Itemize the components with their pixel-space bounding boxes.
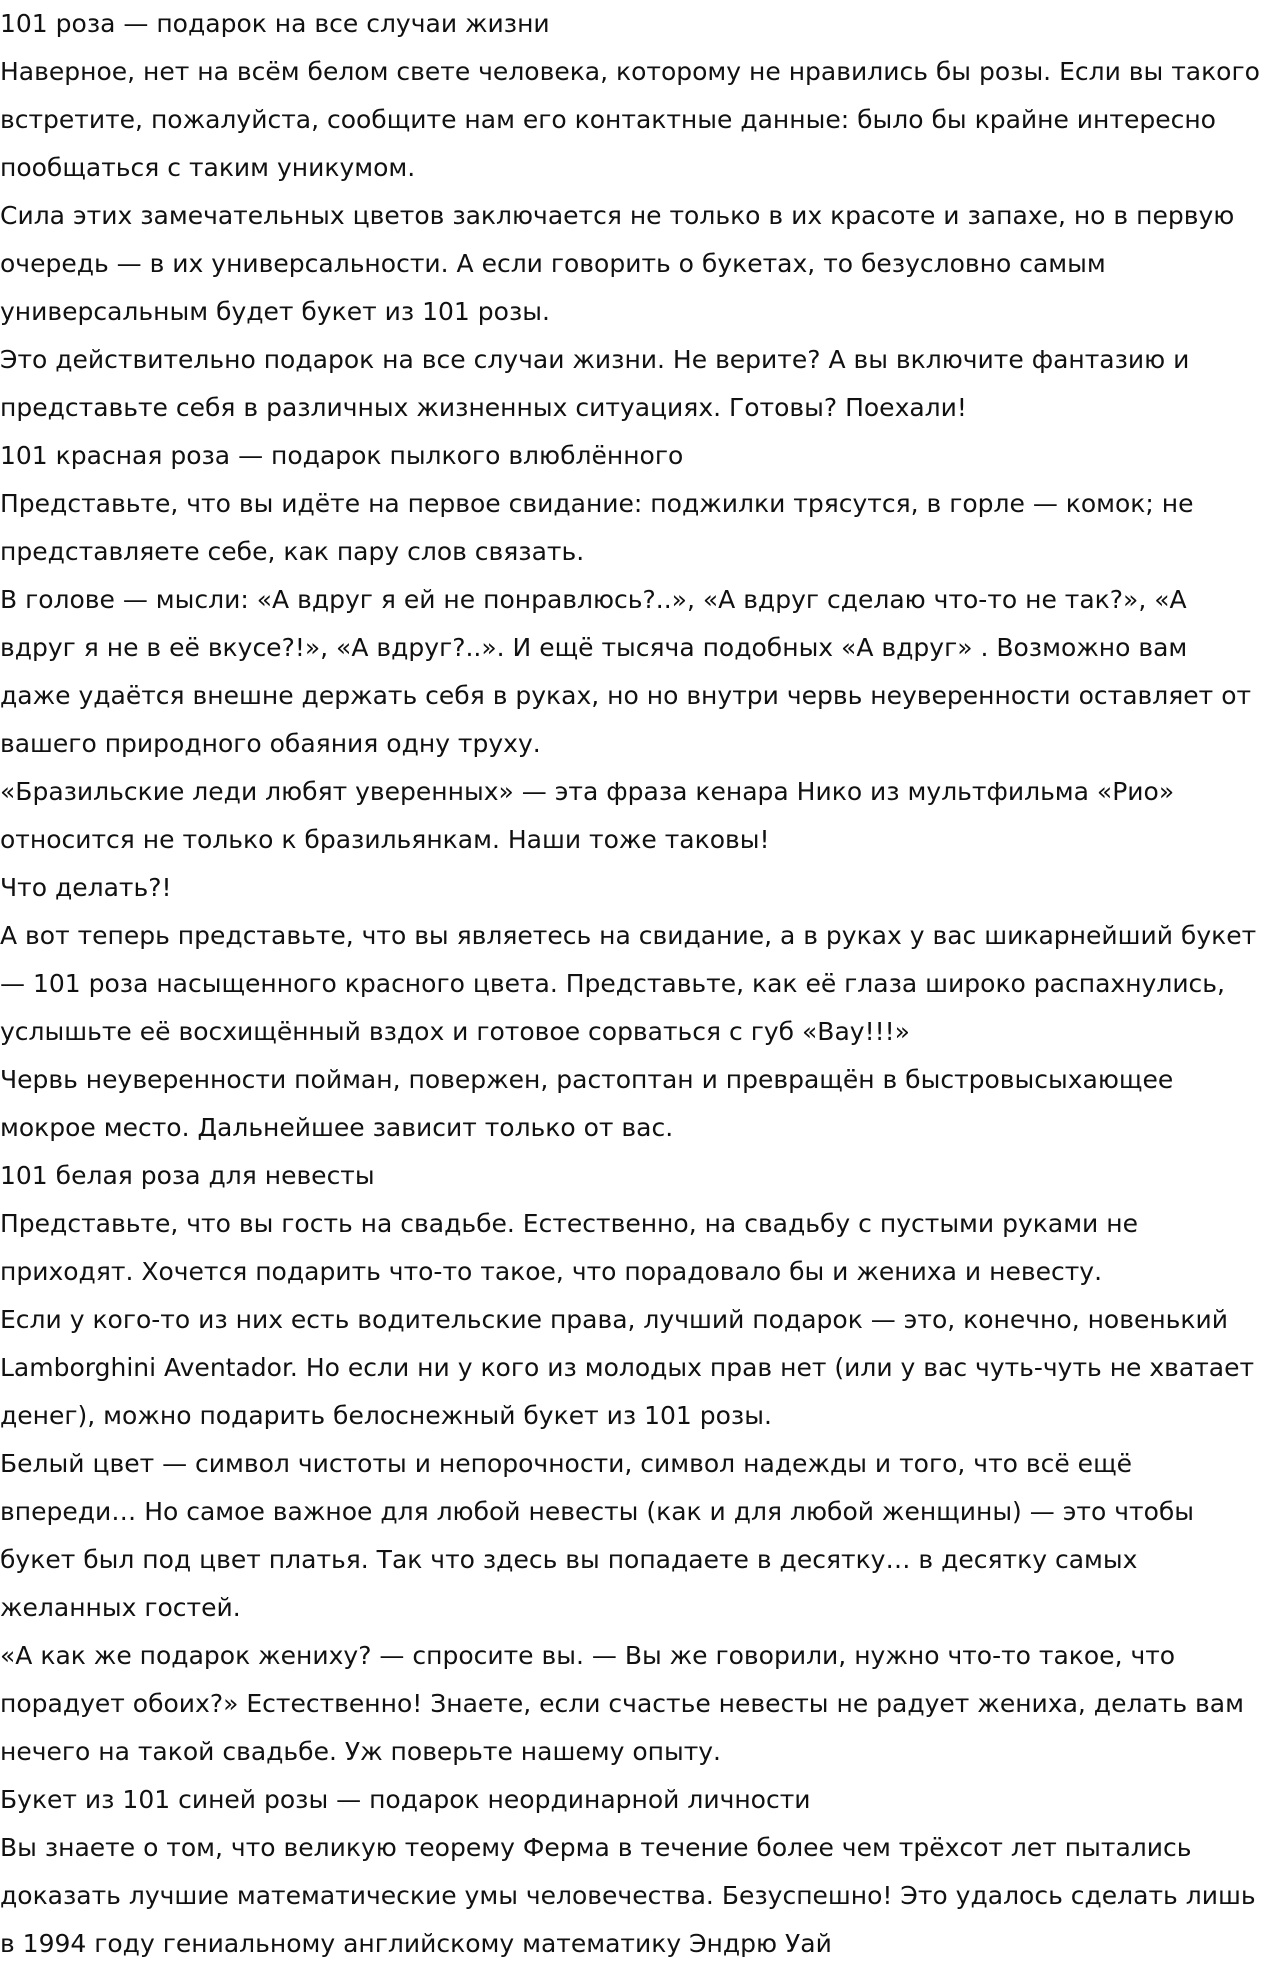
section-paragraph: Белый цвет — символ чистоты и непорочности, символ надежды и того, что всё ещё впереди… Но самое важное для любой невесты (как и для любой женщины) — это чтобы букет был под цвет платья. Так что здесь вы попадаете в десятку… в десятку самых желанных гостей. [0, 1449, 1195, 1622]
article-title: 101 роза — подарок на все случаи жизни [0, 9, 550, 38]
section-paragraph: Червь неуверенности пойман, повержен, растоптан и превращён в быстровысыхающее мокрое место. Дальнейшее зависит только от вас. [0, 1065, 1174, 1142]
intro-paragraph: Это действительно подарок на все случаи жизни. Не верите? А вы включите фантазию и представьте себя в различных жизненных ситуациях. Готовы? Поехали! [0, 345, 1190, 422]
section-paragraph: В голове — мысли: «А вдруг я ей не понравлюсь?..», «А вдруг сделаю что-то не так?», «А вдруг я не в её вкусе?!», «А вдруг?..». И ещё тысяча подобных «А вдруг» . Возможно вам даже удаётся внешне держать себя в руках, но но внутри червь неуверенности оставляет от вашего природного обаяния одну труху. [0, 585, 1252, 758]
section-paragraph: «Бразильские леди любят уверенных» — эта фраза кенара Нико из мультфильма «Рио» относится не только к бразильянкам. Наши тоже таковы! [0, 777, 1175, 854]
intro-paragraph: Наверное, нет на всём белом свете человека, которому не нравились бы розы. Если вы такого встретите, пожалуйста, сообщите нам его контактные данные: было бы крайне интересно пообщаться с таким уникумом. [0, 57, 1260, 182]
section-heading-blue-roses: Букет из 101 синей розы — подарок неординарной личности [0, 1785, 811, 1814]
section-paragraph: Представьте, что вы гость на свадьбе. Естественно, на свадьбу с пустыми руками не приходят. Хочется подарить что-то такое, что порадовало бы и жениха и невесту. [0, 1209, 1138, 1286]
intro-paragraph: Сила этих замечательных цветов заключается не только в их красоте и запахе, но в первую очередь — в их универсальности. А если говорить о букетах, то безусловно самым универсальным будет букет из 101 розы. [0, 201, 1235, 326]
section-heading-red-roses: 101 красная роза — подарок пылкого влюблённого [0, 441, 684, 470]
section-paragraph: Вы знаете о том, что великую теорему Ферма в течение более чем трёхсот лет пытались доказать лучшие математические умы человечества. Безуспешно! Это удалось сделать лишь в 1994 году гениальному английскому математику Эндрю Уай [0, 1833, 1256, 1958]
section-heading-white-roses: 101 белая роза для невесты [0, 1161, 375, 1190]
section-paragraph: Что делать?! [0, 873, 172, 902]
section-paragraph: Представьте, что вы идёте на первое свидание: поджилки трясутся, в горле — комок; не представляете себе, как пару слов связать. [0, 489, 1194, 566]
section-paragraph: Если у кого-то из них есть водительские права, лучший подарок — это, конечно, новенький Lamborghini Aventador. Но если ни у кого из молодых прав нет (или у вас чуть-чуть не хватает денег), можно подарить белоснежный букет из 101 розы. [0, 1305, 1255, 1430]
section-paragraph: А вот теперь представьте, что вы являетесь на свидание, а в руках у вас шикарнейший букет — 101 роза насыщенного красного цвета. Представьте, как её глаза широко распахнулись, услышьте её восхищённый вздох и готовое сорваться с губ «Вау!!!» [0, 921, 1257, 1046]
section-paragraph: «А как же подарок жениху? — спросите вы. — Вы же говорили, нужно что-то такое, что порадует обоих?» Естественно! Знаете, если счастье невесты не радует жениха, делать вам нечего на такой свадьбе. Уж поверьте нашему опыту. [0, 1641, 1244, 1766]
